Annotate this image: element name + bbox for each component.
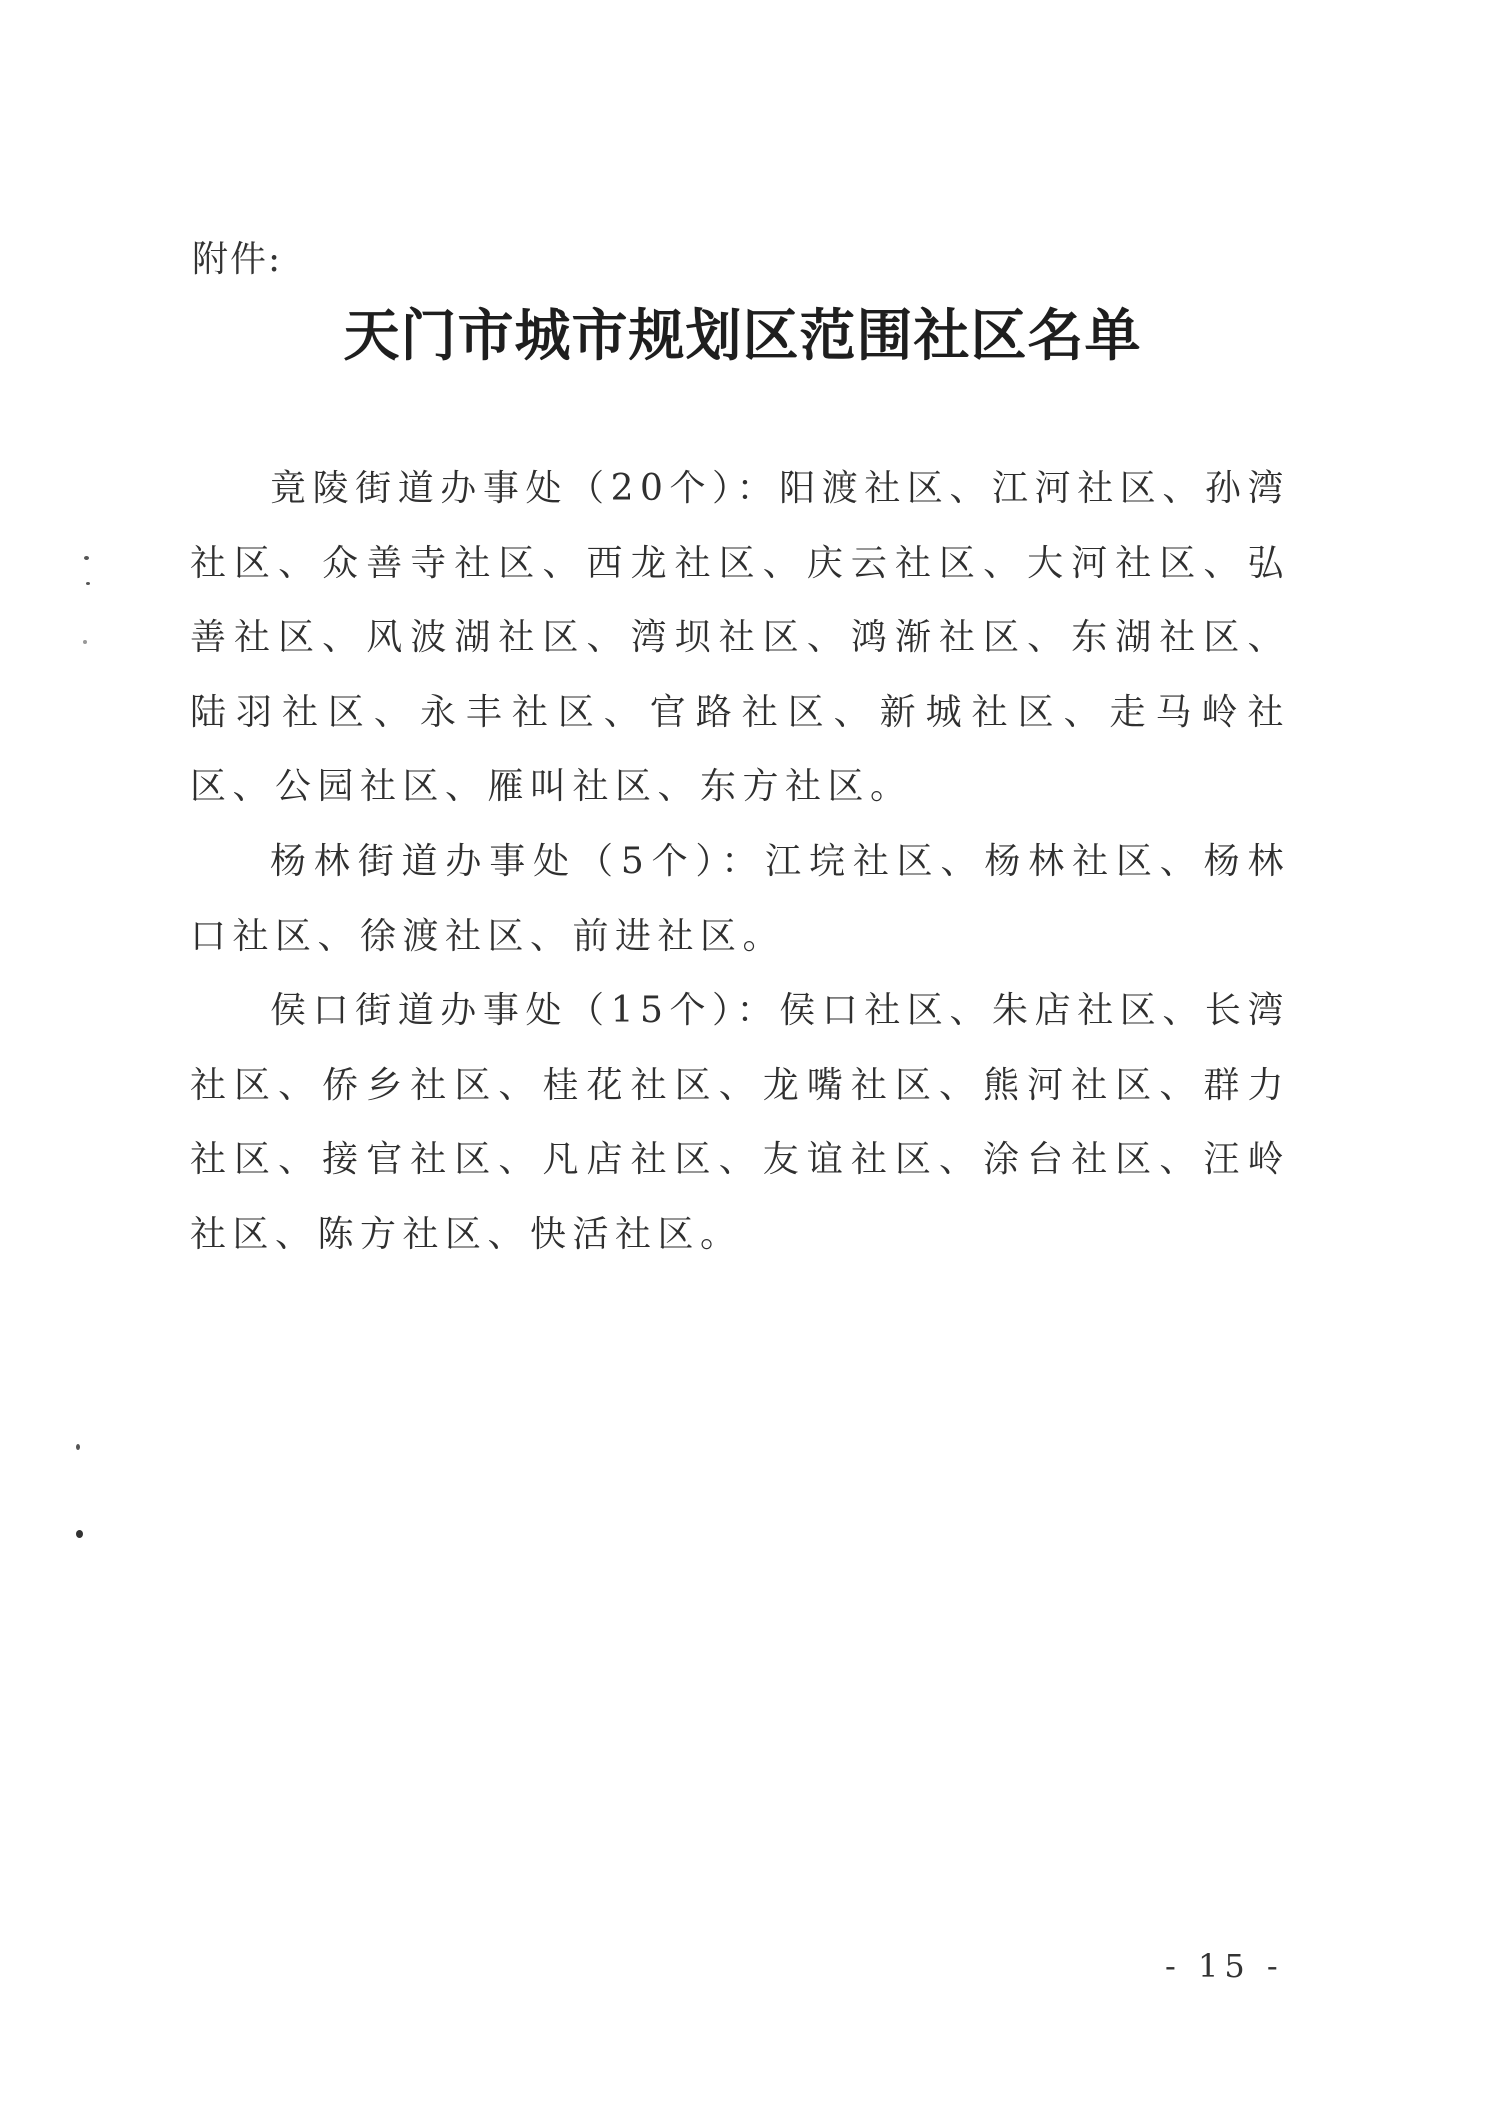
document-title: 天门市城市规划区范围社区名单: [343, 303, 1142, 369]
scan-speck: [86, 582, 90, 585]
page-number: - 15 -: [1165, 1947, 1284, 1985]
paragraph-houkou-subdistrict: 侯口街道办事处（15个）：侯口社区、朱店社区、长湾社区、侨乡社区、桂花社区、龙嘴社区、熊河社区、群力社区、接官社区、凡店社区、友谊社区、涂台社区、汪岭社区、陈方社区、快活社区。: [190, 990, 1290, 1255]
scan-speck: [76, 1530, 83, 1538]
scan-speck: [76, 1444, 80, 1450]
scan-speck: [84, 556, 89, 560]
document-body: [190, 452, 1290, 1273]
paragraph-jingling-subdistrict: 竟陵街道办事处（20个）：阳渡社区、江河社区、孙湾社区、众善寺社区、西龙社区、庆云社区、大河社区、弘善社区、风波湖社区、湾坝社区、鸿渐社区、东湖社区、陆羽社区、永丰社区、官路社区、新城社区、走马岭社区、公园社区、雁叫社区、东方社区。: [190, 468, 1290, 808]
attachment-label: 附件:: [192, 239, 283, 280]
paragraph-yanglin-subdistrict: 杨林街道办事处（5个）：江垸社区、杨林社区、杨林口社区、徐渡社区、前进社区。: [190, 840, 1290, 957]
scan-speck: [83, 640, 87, 644]
